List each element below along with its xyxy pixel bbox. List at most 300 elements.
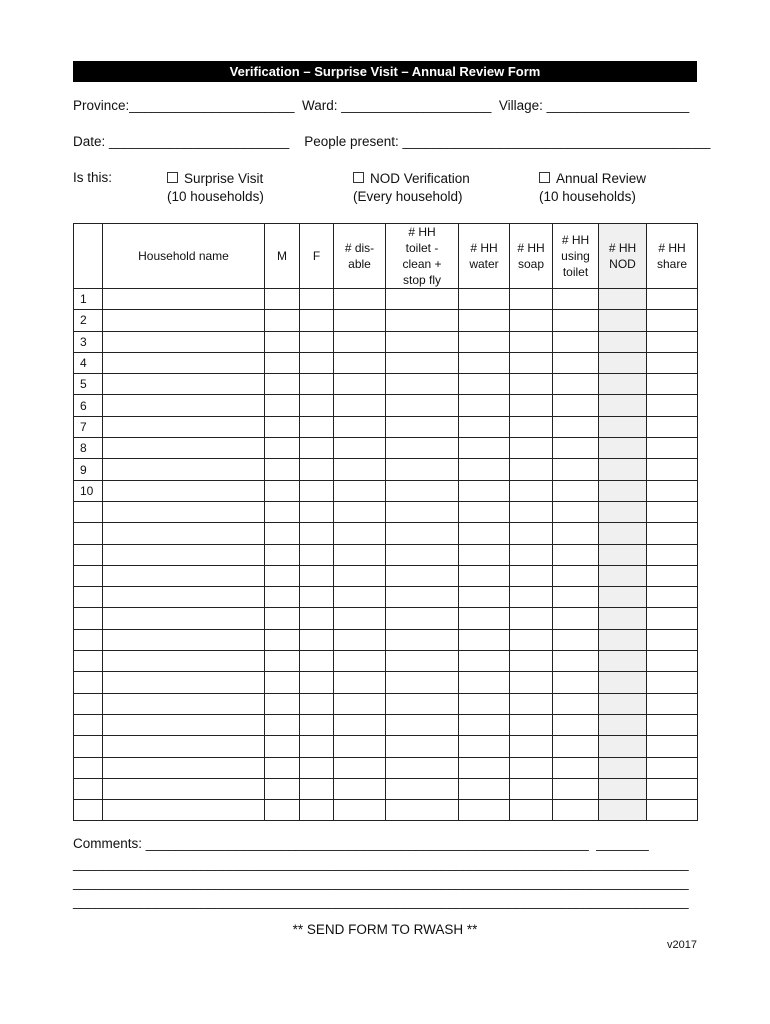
cell-share[interactable] bbox=[647, 587, 698, 608]
cell-toilet[interactable] bbox=[386, 587, 459, 608]
cell-name[interactable] bbox=[103, 480, 265, 501]
cell-disable[interactable] bbox=[334, 395, 386, 416]
cell-disable[interactable] bbox=[334, 757, 386, 778]
cell-water[interactable] bbox=[459, 480, 510, 501]
cell-f[interactable] bbox=[300, 736, 334, 757]
cell-f[interactable] bbox=[300, 800, 334, 821]
cell-f[interactable] bbox=[300, 523, 334, 544]
cell-water[interactable] bbox=[459, 778, 510, 799]
cell-disable[interactable] bbox=[334, 331, 386, 352]
cell-toilet[interactable] bbox=[386, 310, 459, 331]
cell-nod[interactable] bbox=[599, 416, 647, 437]
comments-line-1[interactable]: Comments: ___________________________________________________________ _______ bbox=[73, 836, 649, 851]
cell-toilet[interactable] bbox=[386, 480, 459, 501]
send-form-note: ** SEND FORM TO RWASH ** bbox=[292, 922, 478, 937]
cell-f[interactable] bbox=[300, 416, 334, 437]
cell-share[interactable] bbox=[647, 310, 698, 331]
cell-nod[interactable] bbox=[599, 459, 647, 480]
cell-water[interactable] bbox=[459, 629, 510, 650]
cell-m[interactable] bbox=[265, 693, 300, 714]
cell-using[interactable] bbox=[553, 523, 599, 544]
cell-nod[interactable] bbox=[599, 374, 647, 395]
option-sub: (Every household) bbox=[353, 189, 463, 204]
cell-using[interactable] bbox=[553, 416, 599, 437]
cell-soap[interactable] bbox=[510, 651, 553, 672]
cell-disable[interactable] bbox=[334, 544, 386, 565]
is-this-label: Is this: bbox=[73, 170, 113, 185]
date-people-line[interactable]: Date: ________________________ People present: _________________________________________ bbox=[73, 134, 711, 149]
cell-name[interactable] bbox=[103, 800, 265, 821]
cell-f[interactable] bbox=[300, 459, 334, 480]
cell-nod[interactable] bbox=[599, 778, 647, 799]
cell-m[interactable] bbox=[265, 501, 300, 522]
cell-f[interactable] bbox=[300, 693, 334, 714]
cell-nod[interactable] bbox=[599, 289, 647, 310]
cell-share[interactable] bbox=[647, 565, 698, 586]
cell-toilet[interactable] bbox=[386, 672, 459, 693]
cell-water[interactable] bbox=[459, 395, 510, 416]
cell-name[interactable] bbox=[103, 374, 265, 395]
cell-toilet[interactable] bbox=[386, 395, 459, 416]
column-header-f: F bbox=[300, 224, 334, 289]
cell-disable[interactable] bbox=[334, 438, 386, 459]
cell-water[interactable] bbox=[459, 565, 510, 586]
cell-m[interactable] bbox=[265, 331, 300, 352]
cell-f[interactable] bbox=[300, 629, 334, 650]
cell-f[interactable] bbox=[300, 501, 334, 522]
cell-soap[interactable] bbox=[510, 608, 553, 629]
cell-nod[interactable] bbox=[599, 672, 647, 693]
cell-toilet[interactable] bbox=[386, 778, 459, 799]
cell-m[interactable] bbox=[265, 587, 300, 608]
cell-share[interactable] bbox=[647, 672, 698, 693]
cell-disable[interactable] bbox=[334, 651, 386, 672]
cell-soap[interactable] bbox=[510, 565, 553, 586]
cell-name[interactable] bbox=[103, 523, 265, 544]
cell-share[interactable] bbox=[647, 800, 698, 821]
cell-share[interactable] bbox=[647, 459, 698, 480]
cell-name[interactable] bbox=[103, 565, 265, 586]
cell-name[interactable] bbox=[103, 672, 265, 693]
cell-using[interactable] bbox=[553, 480, 599, 501]
option-label: Surprise Visit bbox=[184, 171, 264, 186]
cell-water[interactable] bbox=[459, 416, 510, 437]
cell-share[interactable] bbox=[647, 289, 698, 310]
cell-using[interactable] bbox=[553, 800, 599, 821]
row-number: 2 bbox=[74, 310, 103, 331]
cell-toilet[interactable] bbox=[386, 800, 459, 821]
cell-f[interactable] bbox=[300, 565, 334, 586]
cell-disable[interactable] bbox=[334, 374, 386, 395]
cell-name[interactable] bbox=[103, 544, 265, 565]
cell-name[interactable] bbox=[103, 310, 265, 331]
cell-disable[interactable] bbox=[334, 693, 386, 714]
cell-m[interactable] bbox=[265, 714, 300, 735]
cell-soap[interactable] bbox=[510, 693, 553, 714]
cell-f[interactable] bbox=[300, 438, 334, 459]
cell-name[interactable] bbox=[103, 608, 265, 629]
cell-share[interactable] bbox=[647, 778, 698, 799]
cell-using[interactable] bbox=[553, 331, 599, 352]
cell-toilet[interactable] bbox=[386, 459, 459, 480]
cell-m[interactable] bbox=[265, 352, 300, 373]
cell-water[interactable] bbox=[459, 587, 510, 608]
row-number: 1 bbox=[74, 289, 103, 310]
cell-nod[interactable] bbox=[599, 480, 647, 501]
cell-nod[interactable] bbox=[599, 544, 647, 565]
cell-using[interactable] bbox=[553, 651, 599, 672]
cell-water[interactable] bbox=[459, 736, 510, 757]
cell-name[interactable] bbox=[103, 289, 265, 310]
cell-share[interactable] bbox=[647, 651, 698, 672]
comments-line-4[interactable]: __________________________________________________________________________________ bbox=[73, 894, 689, 909]
table-header-row bbox=[74, 224, 698, 289]
cell-f[interactable] bbox=[300, 331, 334, 352]
cell-share[interactable] bbox=[647, 629, 698, 650]
cell-using[interactable] bbox=[553, 608, 599, 629]
checkbox-icon[interactable] bbox=[539, 172, 550, 183]
checkbox-icon[interactable] bbox=[167, 172, 178, 183]
option-nod-verification[interactable] bbox=[353, 170, 470, 206]
cell-nod[interactable] bbox=[599, 395, 647, 416]
cell-f[interactable] bbox=[300, 757, 334, 778]
cell-share[interactable] bbox=[647, 608, 698, 629]
option-label: NOD Verification bbox=[370, 171, 470, 186]
cell-using[interactable] bbox=[553, 544, 599, 565]
cell-water[interactable] bbox=[459, 651, 510, 672]
cell-nod[interactable] bbox=[599, 523, 647, 544]
cell-m[interactable] bbox=[265, 629, 300, 650]
cell-m[interactable] bbox=[265, 374, 300, 395]
cell-using[interactable] bbox=[553, 459, 599, 480]
comments-line-3[interactable]: __________________________________________________________________________________ bbox=[73, 875, 689, 890]
cell-f[interactable] bbox=[300, 352, 334, 373]
cell-water[interactable] bbox=[459, 672, 510, 693]
cell-disable[interactable] bbox=[334, 501, 386, 522]
cell-soap[interactable] bbox=[510, 395, 553, 416]
row-number: 10 bbox=[74, 480, 103, 501]
row-number bbox=[74, 629, 103, 650]
cell-using[interactable] bbox=[553, 310, 599, 331]
cell-using[interactable] bbox=[553, 757, 599, 778]
cell-nod[interactable] bbox=[599, 608, 647, 629]
cell-soap[interactable] bbox=[510, 310, 553, 331]
cell-toilet[interactable] bbox=[386, 693, 459, 714]
cell-name[interactable] bbox=[103, 352, 265, 373]
cell-using[interactable] bbox=[553, 587, 599, 608]
cell-soap[interactable] bbox=[510, 714, 553, 735]
cell-m[interactable] bbox=[265, 310, 300, 331]
cell-water[interactable] bbox=[459, 501, 510, 522]
cell-using[interactable] bbox=[553, 714, 599, 735]
cell-nod[interactable] bbox=[599, 651, 647, 672]
table-row bbox=[74, 310, 698, 331]
cell-nod[interactable] bbox=[599, 714, 647, 735]
cell-soap[interactable] bbox=[510, 459, 553, 480]
cell-disable[interactable] bbox=[334, 565, 386, 586]
cell-using[interactable] bbox=[553, 565, 599, 586]
version-label: v2017 bbox=[667, 939, 697, 951]
cell-toilet[interactable] bbox=[386, 501, 459, 522]
cell-name[interactable] bbox=[103, 714, 265, 735]
cell-soap[interactable] bbox=[510, 587, 553, 608]
cell-share[interactable] bbox=[647, 714, 698, 735]
cell-disable[interactable] bbox=[334, 352, 386, 373]
cell-m[interactable] bbox=[265, 459, 300, 480]
cell-using[interactable] bbox=[553, 352, 599, 373]
cell-using[interactable] bbox=[553, 374, 599, 395]
cell-water[interactable] bbox=[459, 693, 510, 714]
column-header-num bbox=[74, 224, 103, 289]
cell-f[interactable] bbox=[300, 544, 334, 565]
cell-m[interactable] bbox=[265, 523, 300, 544]
cell-water[interactable] bbox=[459, 459, 510, 480]
cell-share[interactable] bbox=[647, 416, 698, 437]
cell-share[interactable] bbox=[647, 438, 698, 459]
cell-toilet[interactable] bbox=[386, 374, 459, 395]
column-header-toilet: # HH toilet - clean + stop fly bbox=[386, 224, 459, 289]
cell-water[interactable] bbox=[459, 608, 510, 629]
cell-m[interactable] bbox=[265, 672, 300, 693]
cell-using[interactable] bbox=[553, 501, 599, 522]
cell-soap[interactable] bbox=[510, 480, 553, 501]
cell-toilet[interactable] bbox=[386, 352, 459, 373]
cell-using[interactable] bbox=[553, 778, 599, 799]
table-row bbox=[74, 416, 698, 437]
cell-share[interactable] bbox=[647, 374, 698, 395]
cell-toilet[interactable] bbox=[386, 438, 459, 459]
cell-share[interactable] bbox=[647, 395, 698, 416]
table-row bbox=[74, 501, 698, 522]
cell-m[interactable] bbox=[265, 289, 300, 310]
cell-soap[interactable] bbox=[510, 800, 553, 821]
column-header-m: M bbox=[265, 224, 300, 289]
cell-nod[interactable] bbox=[599, 565, 647, 586]
cell-f[interactable] bbox=[300, 395, 334, 416]
cell-share[interactable] bbox=[647, 501, 698, 522]
cell-m[interactable] bbox=[265, 438, 300, 459]
cell-water[interactable] bbox=[459, 374, 510, 395]
column-header-soap: # HH soap bbox=[510, 224, 553, 289]
cell-disable[interactable] bbox=[334, 714, 386, 735]
cell-toilet[interactable] bbox=[386, 757, 459, 778]
table-row bbox=[74, 480, 698, 501]
cell-m[interactable] bbox=[265, 608, 300, 629]
cell-m[interactable] bbox=[265, 800, 300, 821]
cell-f[interactable] bbox=[300, 480, 334, 501]
cell-f[interactable] bbox=[300, 374, 334, 395]
cell-share[interactable] bbox=[647, 757, 698, 778]
cell-name[interactable] bbox=[103, 736, 265, 757]
cell-m[interactable] bbox=[265, 416, 300, 437]
comments-line-2[interactable]: __________________________________________________________________________________ bbox=[73, 856, 689, 871]
cell-name[interactable] bbox=[103, 757, 265, 778]
cell-disable[interactable] bbox=[334, 480, 386, 501]
cell-toilet[interactable] bbox=[386, 523, 459, 544]
cell-toilet[interactable] bbox=[386, 736, 459, 757]
row-number bbox=[74, 523, 103, 544]
cell-m[interactable] bbox=[265, 565, 300, 586]
cell-nod[interactable] bbox=[599, 310, 647, 331]
cell-disable[interactable] bbox=[334, 289, 386, 310]
cell-name[interactable] bbox=[103, 459, 265, 480]
form-title: Verification – Surprise Visit – Annual Review Form bbox=[73, 61, 697, 82]
cell-using[interactable] bbox=[553, 395, 599, 416]
cell-nod[interactable] bbox=[599, 629, 647, 650]
cell-soap[interactable] bbox=[510, 331, 553, 352]
cell-f[interactable] bbox=[300, 608, 334, 629]
cell-disable[interactable] bbox=[334, 629, 386, 650]
cell-disable[interactable] bbox=[334, 523, 386, 544]
cell-using[interactable] bbox=[553, 438, 599, 459]
cell-soap[interactable] bbox=[510, 289, 553, 310]
cell-share[interactable] bbox=[647, 544, 698, 565]
cell-name[interactable] bbox=[103, 587, 265, 608]
cell-f[interactable] bbox=[300, 714, 334, 735]
cell-disable[interactable] bbox=[334, 800, 386, 821]
row-number bbox=[74, 778, 103, 799]
cell-using[interactable] bbox=[553, 736, 599, 757]
cell-toilet[interactable] bbox=[386, 331, 459, 352]
cell-toilet[interactable] bbox=[386, 289, 459, 310]
cell-water[interactable] bbox=[459, 289, 510, 310]
cell-soap[interactable] bbox=[510, 352, 553, 373]
table-row bbox=[74, 629, 698, 650]
cell-soap[interactable] bbox=[510, 778, 553, 799]
checkbox-icon[interactable] bbox=[353, 172, 364, 183]
option-annual-review[interactable] bbox=[539, 170, 646, 206]
cell-name[interactable] bbox=[103, 395, 265, 416]
cell-using[interactable] bbox=[553, 672, 599, 693]
cell-soap[interactable] bbox=[510, 438, 553, 459]
cell-using[interactable] bbox=[553, 693, 599, 714]
cell-name[interactable] bbox=[103, 778, 265, 799]
cell-share[interactable] bbox=[647, 523, 698, 544]
cell-f[interactable] bbox=[300, 651, 334, 672]
table-row bbox=[74, 352, 698, 373]
cell-disable[interactable] bbox=[334, 587, 386, 608]
cell-share[interactable] bbox=[647, 736, 698, 757]
cell-toilet[interactable] bbox=[386, 544, 459, 565]
cell-soap[interactable] bbox=[510, 523, 553, 544]
cell-f[interactable] bbox=[300, 778, 334, 799]
cell-name[interactable] bbox=[103, 651, 265, 672]
cell-soap[interactable] bbox=[510, 629, 553, 650]
cell-using[interactable] bbox=[553, 629, 599, 650]
cell-water[interactable] bbox=[459, 544, 510, 565]
cell-m[interactable] bbox=[265, 395, 300, 416]
cell-water[interactable] bbox=[459, 352, 510, 373]
cell-disable[interactable] bbox=[334, 459, 386, 480]
cell-water[interactable] bbox=[459, 714, 510, 735]
cell-toilet[interactable] bbox=[386, 608, 459, 629]
cell-f[interactable] bbox=[300, 289, 334, 310]
cell-soap[interactable] bbox=[510, 757, 553, 778]
cell-disable[interactable] bbox=[334, 608, 386, 629]
cell-m[interactable] bbox=[265, 651, 300, 672]
cell-toilet[interactable] bbox=[386, 565, 459, 586]
cell-soap[interactable] bbox=[510, 672, 553, 693]
cell-nod[interactable] bbox=[599, 438, 647, 459]
cell-m[interactable] bbox=[265, 757, 300, 778]
cell-soap[interactable] bbox=[510, 544, 553, 565]
cell-nod[interactable] bbox=[599, 352, 647, 373]
cell-name[interactable] bbox=[103, 331, 265, 352]
cell-share[interactable] bbox=[647, 693, 698, 714]
cell-water[interactable] bbox=[459, 523, 510, 544]
row-number bbox=[74, 501, 103, 522]
table-row bbox=[74, 459, 698, 480]
cell-m[interactable] bbox=[265, 544, 300, 565]
cell-nod[interactable] bbox=[599, 587, 647, 608]
cell-toilet[interactable] bbox=[386, 651, 459, 672]
cell-nod[interactable] bbox=[599, 800, 647, 821]
cell-name[interactable] bbox=[103, 629, 265, 650]
cell-share[interactable] bbox=[647, 331, 698, 352]
cell-disable[interactable] bbox=[334, 672, 386, 693]
cell-f[interactable] bbox=[300, 310, 334, 331]
cell-disable[interactable] bbox=[334, 416, 386, 437]
cell-disable[interactable] bbox=[334, 778, 386, 799]
cell-soap[interactable] bbox=[510, 501, 553, 522]
cell-m[interactable] bbox=[265, 778, 300, 799]
cell-water[interactable] bbox=[459, 310, 510, 331]
cell-toilet[interactable] bbox=[386, 416, 459, 437]
cell-water[interactable] bbox=[459, 331, 510, 352]
table-row bbox=[74, 736, 698, 757]
cell-name[interactable] bbox=[103, 438, 265, 459]
cell-soap[interactable] bbox=[510, 374, 553, 395]
row-number bbox=[74, 608, 103, 629]
cell-nod[interactable] bbox=[599, 693, 647, 714]
cell-nod[interactable] bbox=[599, 736, 647, 757]
cell-nod[interactable] bbox=[599, 331, 647, 352]
cell-name[interactable] bbox=[103, 416, 265, 437]
cell-soap[interactable] bbox=[510, 736, 553, 757]
cell-using[interactable] bbox=[553, 289, 599, 310]
location-line[interactable]: Province:______________________ Ward: ____________________ Village: ___________________ bbox=[73, 98, 690, 113]
cell-toilet[interactable] bbox=[386, 629, 459, 650]
cell-nod[interactable] bbox=[599, 501, 647, 522]
household-table bbox=[73, 223, 698, 821]
cell-water[interactable] bbox=[459, 438, 510, 459]
row-number: 7 bbox=[74, 416, 103, 437]
cell-disable[interactable] bbox=[334, 310, 386, 331]
cell-share[interactable] bbox=[647, 480, 698, 501]
cell-water[interactable] bbox=[459, 757, 510, 778]
option-surprise-visit[interactable] bbox=[167, 170, 264, 206]
cell-name[interactable] bbox=[103, 693, 265, 714]
cell-water[interactable] bbox=[459, 800, 510, 821]
table-row bbox=[74, 374, 698, 395]
cell-m[interactable] bbox=[265, 736, 300, 757]
row-number bbox=[74, 800, 103, 821]
cell-m[interactable] bbox=[265, 480, 300, 501]
cell-disable[interactable] bbox=[334, 736, 386, 757]
column-header-water: # HH water bbox=[459, 224, 510, 289]
cell-toilet[interactable] bbox=[386, 714, 459, 735]
table-row bbox=[74, 523, 698, 544]
cell-share[interactable] bbox=[647, 352, 698, 373]
cell-f[interactable] bbox=[300, 587, 334, 608]
table-row bbox=[74, 289, 698, 310]
row-number bbox=[74, 544, 103, 565]
table-row bbox=[74, 608, 698, 629]
cell-soap[interactable] bbox=[510, 416, 553, 437]
cell-name[interactable] bbox=[103, 501, 265, 522]
cell-f[interactable] bbox=[300, 672, 334, 693]
cell-nod[interactable] bbox=[599, 757, 647, 778]
